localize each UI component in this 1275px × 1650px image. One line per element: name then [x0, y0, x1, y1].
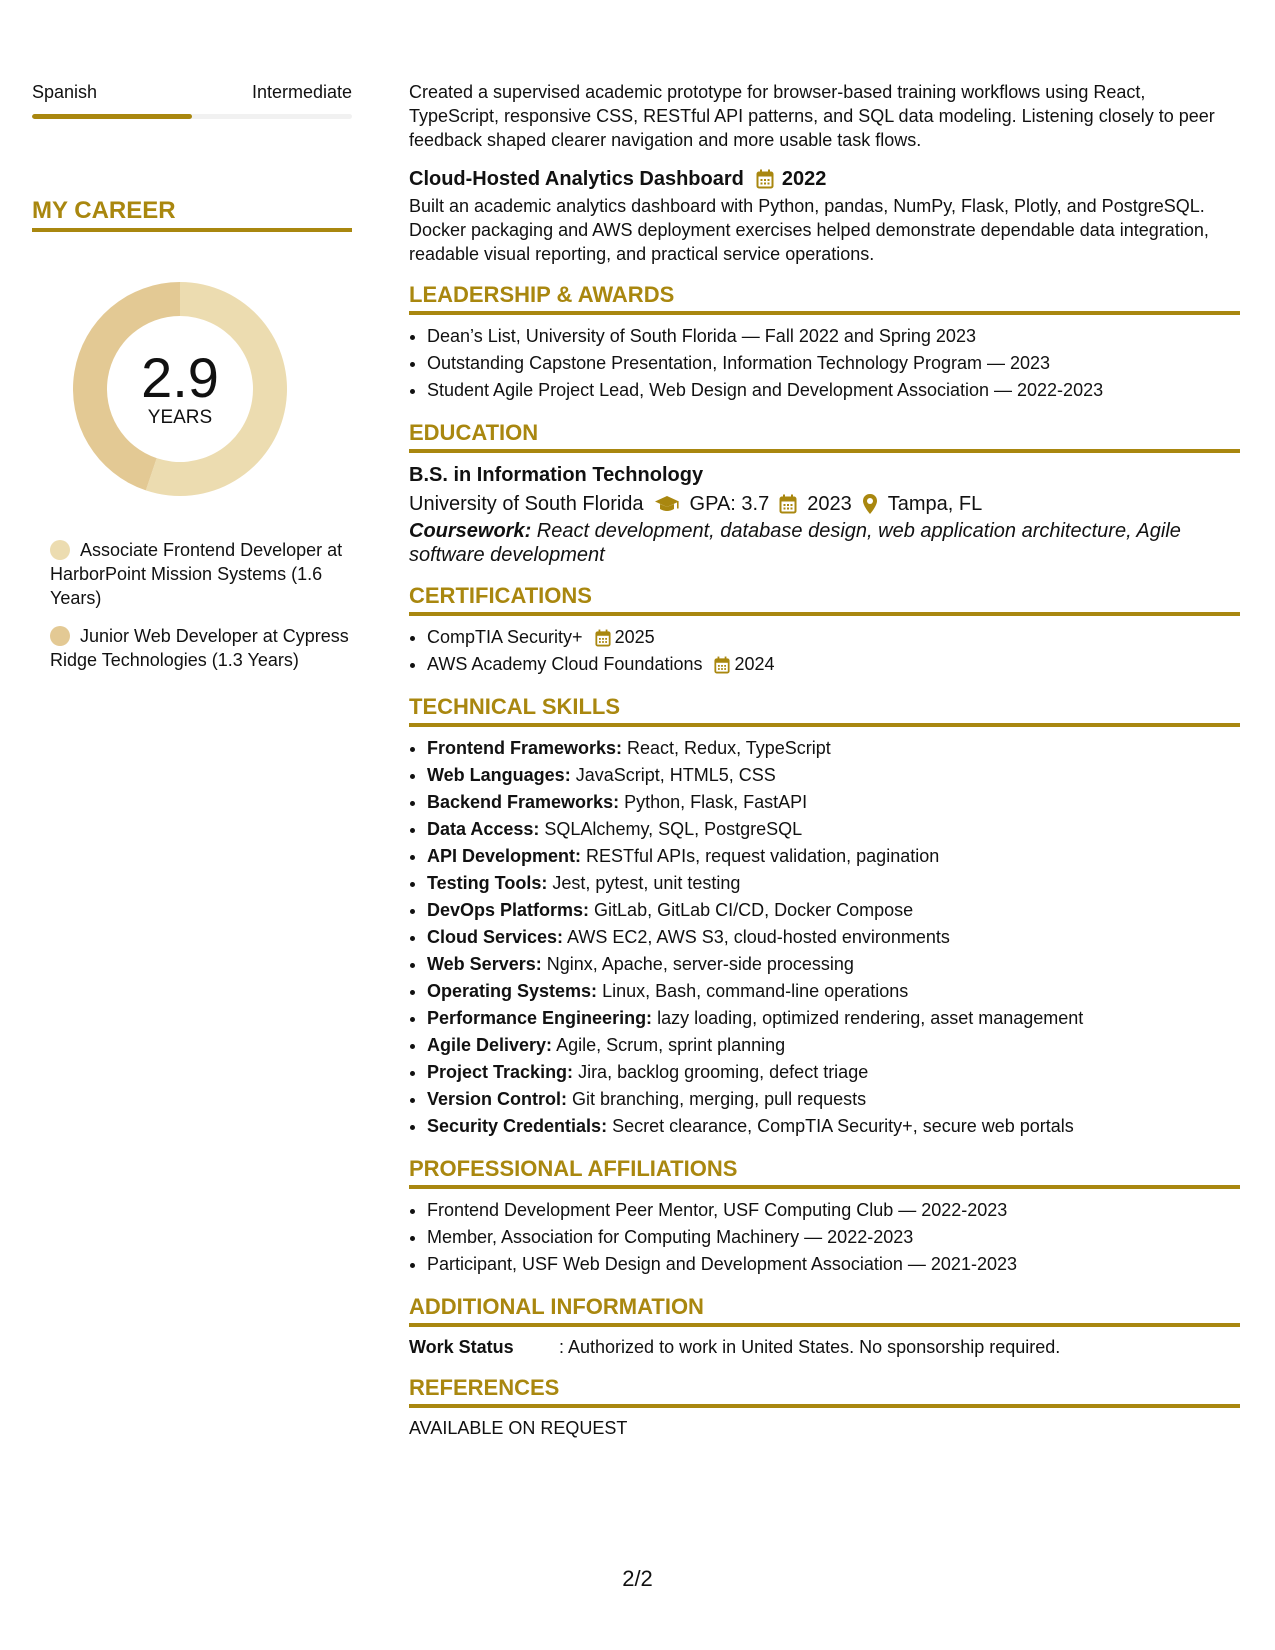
skill-label: Version Control: [427, 1089, 568, 1109]
coursework [409, 519, 1240, 567]
skill-value: React, Redux, TypeScript [622, 738, 831, 758]
list-item [427, 651, 1240, 678]
skill-label: DevOps Platforms: [427, 900, 590, 920]
certifications-list [409, 624, 1240, 678]
career-role-label: Junior Web Developer at Cypress Ridge Technologies (1.3 Years) [50, 626, 349, 670]
list-item: • Member, Association for Computing Machinery — 2022-2023 [427, 1224, 1240, 1251]
skill-label: Testing Tools: [427, 873, 548, 893]
language-proficiency-bar [32, 114, 352, 119]
legend-dot-icon [50, 540, 70, 560]
skill-item [427, 951, 1240, 978]
location-pin-icon [862, 493, 878, 515]
right-column [409, 80, 1240, 1440]
certifications-heading: CERTIFICATIONS [409, 583, 1240, 616]
left-column [32, 80, 352, 686]
skill-label: Frontend Frameworks: [427, 738, 623, 758]
career-donut-chart [67, 276, 293, 502]
list-item: • Outstanding Capstone Presentation, Information Technology Program — 2023 [427, 350, 1240, 377]
skills-list [409, 735, 1240, 1140]
work-status-label: Work Status [409, 1337, 514, 1357]
work-status-value: : Authorized to work in United States. No sponsorship required. [559, 1337, 1061, 1357]
skill-item [427, 1113, 1240, 1140]
skill-item [427, 762, 1240, 789]
skill-item [427, 897, 1240, 924]
language-proficiency-fill [32, 114, 192, 119]
skill-value: Agile, Scrum, sprint planning [552, 1035, 786, 1055]
coursework-label: Coursework: [409, 520, 532, 542]
work-status-row [409, 1335, 1240, 1359]
skill-label: API Development: [427, 846, 582, 866]
references-text: AVAILABLE ON REQUEST [409, 1418, 628, 1438]
skill-label: Project Tracking: [427, 1062, 574, 1082]
list-item: • Student Agile Project Lead, Web Design and Development Association — 2022-2023 [427, 377, 1240, 404]
skill-value: lazy loading, optimized rendering, asset management [652, 1008, 1084, 1028]
skill-value: Jira, backlog grooming, defect triage [573, 1062, 869, 1082]
skill-value: Linux, Bash, command-line operations [597, 981, 909, 1001]
skill-item [427, 1032, 1240, 1059]
project-title-row [409, 166, 1240, 192]
cert-year: 2025 [614, 627, 655, 647]
affiliations-heading: PROFESSIONAL AFFILIATIONS [409, 1156, 1240, 1189]
skill-value: AWS EC2, AWS S3, cloud-hosted environments [563, 927, 950, 947]
cert-year: 2024 [734, 654, 775, 674]
skill-value: Jest, pytest, unit testing [547, 873, 741, 893]
intro-paragraph: Created a supervised academic prototype for browser-based training workflows using React, TypeScript, responsive CSS, RESTful API patterns, and SQL data modeling. Listening closely to peer feedback shaped clearer navigation and more usable task flows. [409, 82, 1215, 150]
list-item: • Participant, USF Web Design and Development Association — 2021-2023 [427, 1251, 1240, 1278]
skill-label: Backend Frameworks: [427, 792, 620, 812]
list-item: • Dean’s List, University of South Florida — Fall 2022 and Spring 2023 [427, 323, 1240, 350]
skill-label: Performance Engineering: [427, 1008, 653, 1028]
skill-value: JavaScript, HTML5, CSS [570, 765, 776, 785]
skill-value: GitLab, GitLab CI/CD, Docker Compose [589, 900, 914, 920]
list-item: • Frontend Development Peer Mentor, USF Computing Club — 2022-2023 [427, 1197, 1240, 1224]
skills-heading: TECHNICAL SKILLS [409, 694, 1240, 727]
skill-label: Security Credentials: [427, 1116, 608, 1136]
donut-center [67, 276, 293, 502]
calendar-icon [779, 494, 797, 514]
calendar-icon [595, 629, 611, 647]
skill-value: Secret clearance, CompTIA Security+, secure web portals [607, 1116, 1074, 1136]
language-level: Intermediate [251, 82, 352, 102]
career-legend-item [50, 624, 352, 672]
skill-item [427, 870, 1240, 897]
school-location: Tampa, FL [887, 493, 983, 515]
career-legend-item [50, 538, 352, 610]
cert-name: • CompTIA Security+ [427, 627, 583, 647]
additional-info-heading: ADDITIONAL INFORMATION [409, 1294, 1240, 1327]
skill-value: Git branching, merging, pull requests [567, 1089, 867, 1109]
education-heading: EDUCATION [409, 420, 1240, 453]
skill-item [427, 924, 1240, 951]
career-role-label: Associate Frontend Developer at HarborPoint Mission Systems (1.6 Years) [50, 540, 343, 608]
skill-item [427, 1005, 1240, 1032]
affiliations-list [409, 1197, 1240, 1278]
calendar-icon [714, 656, 730, 674]
career-total-unit: YEARS [147, 407, 213, 428]
skill-item [427, 789, 1240, 816]
gpa: GPA: 3.7 [689, 493, 770, 515]
skill-value: SQLAlchemy, SQL, PostgreSQL [539, 819, 803, 839]
skill-value: RESTful APIs, request validation, pagination [581, 846, 940, 866]
cert-name: • AWS Academy Cloud Foundations [427, 654, 703, 674]
references-heading: REFERENCES [409, 1375, 1240, 1408]
skill-item [427, 735, 1240, 762]
skill-item [427, 978, 1240, 1005]
calendar-icon [756, 169, 774, 189]
skill-item [427, 1059, 1240, 1086]
skill-item [427, 843, 1240, 870]
project-year: 2022 [781, 168, 827, 190]
education-details-row [409, 489, 1240, 519]
skill-value: Nginx, Apache, server-side processing [541, 954, 854, 974]
leadership-heading: LEADERSHIP & AWARDS [409, 282, 1240, 315]
career-heading: MY CAREER [32, 197, 352, 232]
coursework-text: React development, database design, web application architecture, Agile software development [409, 520, 1181, 566]
page-number: 2/2 [622, 1566, 653, 1591]
graduation-cap-icon [654, 495, 680, 513]
skill-value: Python, Flask, FastAPI [619, 792, 808, 812]
degree-title: B.S. in Information Technology [409, 464, 704, 486]
language-name: Spanish [32, 82, 98, 102]
career-legend [32, 538, 352, 672]
career-total-value: 2.9 [141, 346, 219, 409]
project-title: Cloud-Hosted Analytics Dashboard [409, 168, 744, 190]
language-row [32, 80, 352, 104]
skill-item [427, 816, 1240, 843]
graduation-year: 2023 [807, 493, 852, 515]
leadership-list [409, 323, 1240, 404]
skill-label: Cloud Services: [427, 927, 564, 947]
skill-label: Web Servers: [427, 954, 542, 974]
skill-label: Web Languages: [427, 765, 571, 785]
skill-label: Data Access: [427, 819, 540, 839]
list-item [427, 624, 1240, 651]
skill-label: Operating Systems: [427, 981, 598, 1001]
school-name: University of South Florida [409, 493, 644, 515]
skill-item [427, 1086, 1240, 1113]
skill-label: Agile Delivery: [427, 1035, 553, 1055]
project-description: Built an academic analytics dashboard with Python, pandas, NumPy, Flask, Plotly, and PostgreSQL. Docker packaging and AWS deployment exercises helped demonstrate dependable data integration, readable visual reporting, and practical service operations. [409, 196, 1209, 264]
legend-dot-icon [50, 626, 70, 646]
